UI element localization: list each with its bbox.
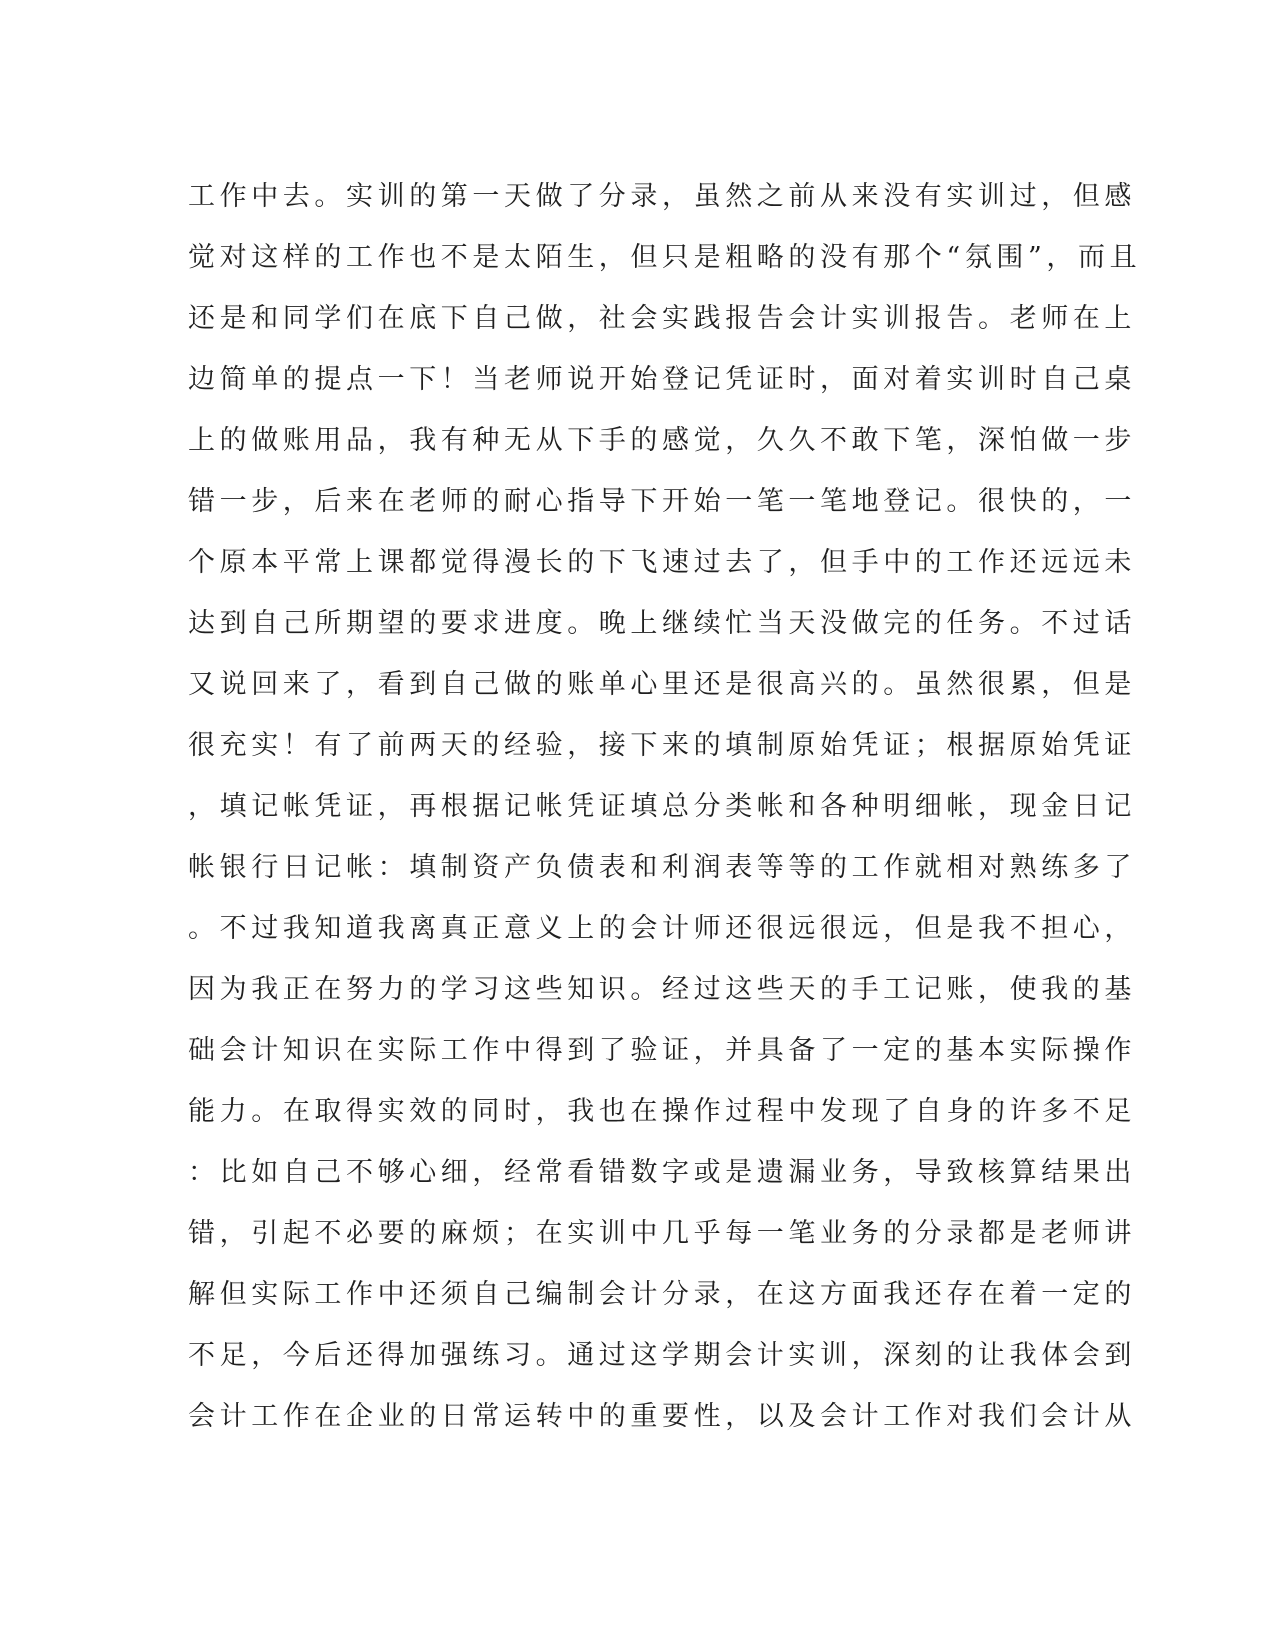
text-line: 。不过我知道我离真正意义上的会计师还很远很远，但是我不担心， xyxy=(188,913,1136,944)
text-line: 上的做账用品，我有种无从下手的感觉，久久不敢下笔，深怕做一步 xyxy=(188,425,1136,456)
text-line: 边简单的提点一下！当老师说开始登记凭证时，面对着实训时自己桌 xyxy=(188,364,1136,395)
text-line: 又说回来了，看到自己做的账单心里还是很高兴的。虽然很累，但是 xyxy=(188,669,1136,700)
text-line: 能力。在取得实效的同时，我也在操作过程中发现了自身的许多不足 xyxy=(188,1096,1136,1127)
text-line: 不足，今后还得加强练习。通过这学期会计实训，深刻的让我体会到 xyxy=(188,1340,1136,1371)
text-line: 错，引起不必要的麻烦；在实训中几乎每一笔业务的分录都是老师讲 xyxy=(188,1218,1136,1249)
text-line: 工作中去。实训的第一天做了分录，虽然之前从来没有实训过，但感 xyxy=(188,181,1136,212)
text-line: ：比如自己不够心细，经常看错数字或是遗漏业务，导致核算结果出 xyxy=(188,1157,1136,1188)
text-line: 达到自己所期望的要求进度。晚上继续忙当天没做完的任务。不过话 xyxy=(188,608,1136,639)
body-text xyxy=(188,166,1142,1447)
text-line: 还是和同学们在底下自己做，社会实践报告会计实训报告。老师在上 xyxy=(188,303,1136,334)
text-line: 很充实！有了前两天的经验，接下来的填制原始凭证；根据原始凭证 xyxy=(188,730,1136,761)
text-line: 觉对这样的工作也不是太陌生，但只是粗略的没有那个“氛围”，而且 xyxy=(188,242,1142,273)
text-line: 解但实际工作中还须自己编制会计分录，在这方面我还存在着一定的 xyxy=(188,1279,1136,1310)
text-line: 个原本平常上课都觉得漫长的下飞速过去了，但手中的工作还远远未 xyxy=(188,547,1136,578)
text-line: 错一步，后来在老师的耐心指导下开始一笔一笔地登记。很快的，一 xyxy=(188,486,1136,517)
text-line: 帐银行日记帐：填制资产负债表和利润表等等的工作就相对熟练多了 xyxy=(188,852,1136,883)
text-line: 因为我正在努力的学习这些知识。经过这些天的手工记账，使我的基 xyxy=(188,974,1136,1005)
text-line: ，填记帐凭证，再根据记帐凭证填总分类帐和各种明细帐，现金日记 xyxy=(188,791,1136,822)
text-line: 会计工作在企业的日常运转中的重要性，以及会计工作对我们会计从 xyxy=(188,1401,1136,1432)
text-line: 础会计知识在实际工作中得到了验证，并具备了一定的基本实际操作 xyxy=(188,1035,1136,1066)
